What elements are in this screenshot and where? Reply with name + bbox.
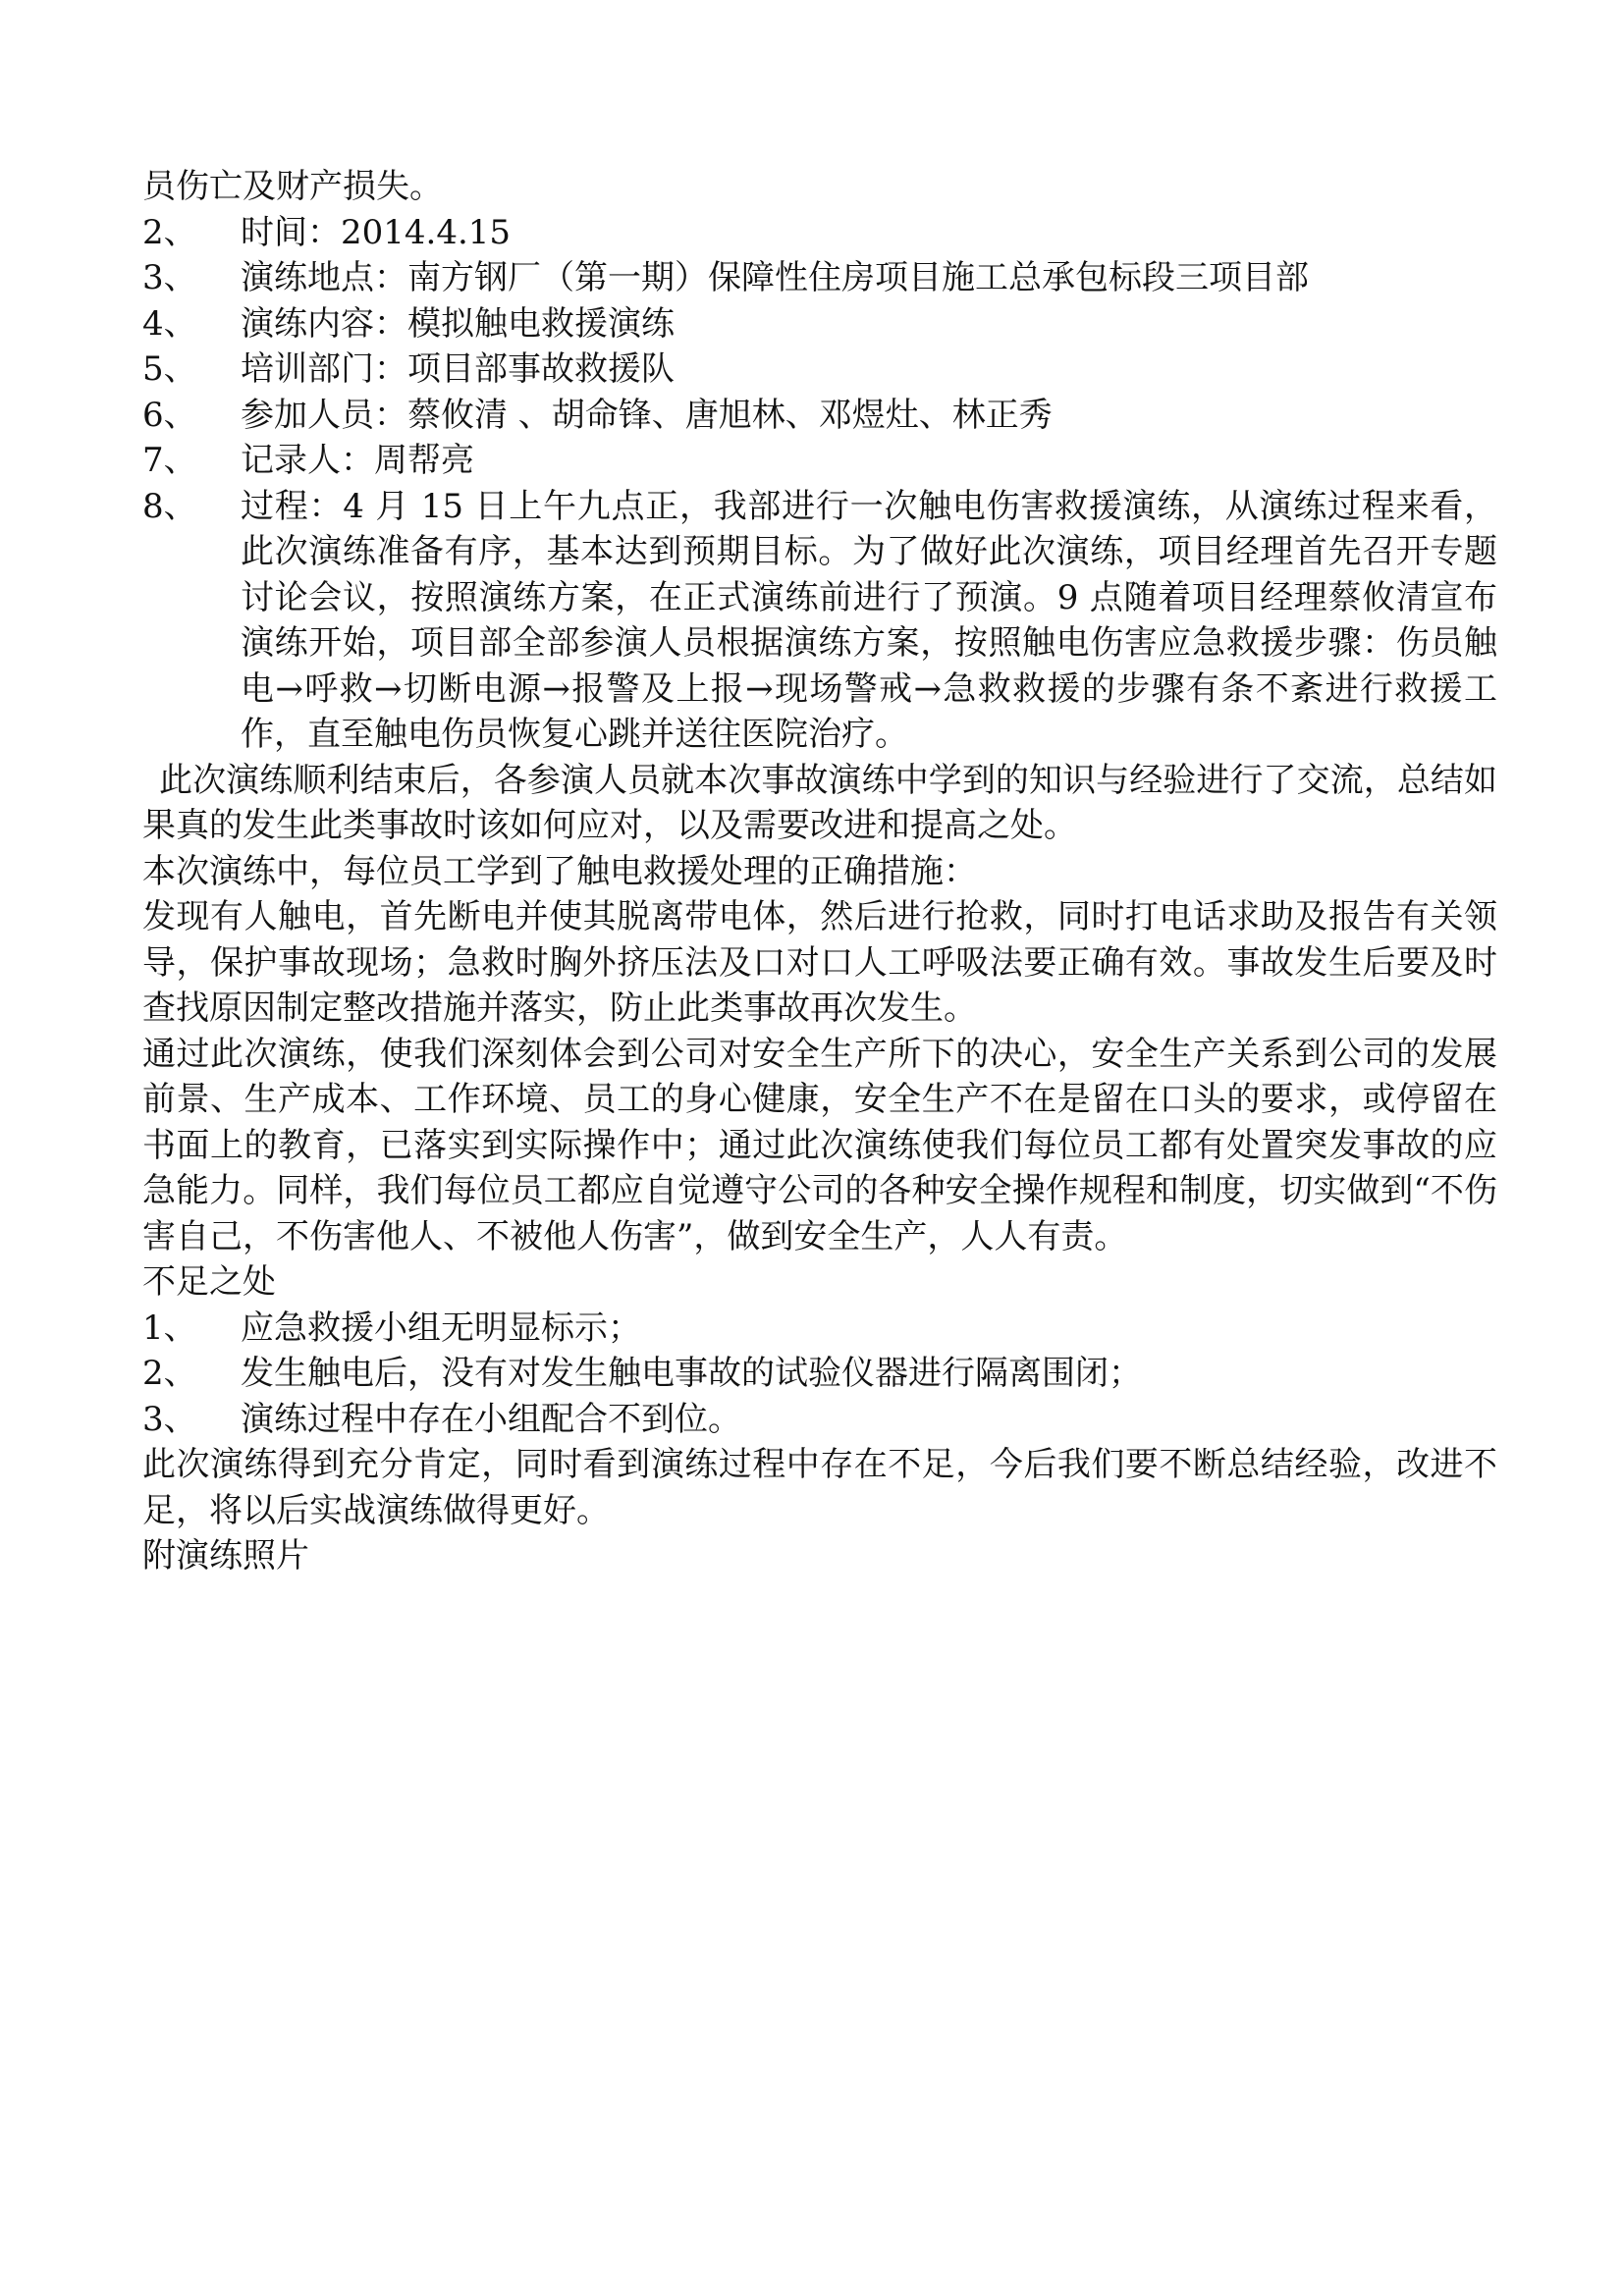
item-text: 记录人：周帮亮 [241, 441, 474, 480]
shortcoming-item [142, 1306, 1497, 1352]
item-number: 3、 [142, 1399, 197, 1439]
item-number: 3、 [142, 258, 197, 297]
summary-paragraph: 此次演练顺利结束后，各参演人员就本次事故演练中学到的知识与经验进行了交流，总结如果真的发生此类事故时该如何应对，以及需要改进和提高之处。 [142, 760, 1497, 845]
item-text: 参加人员：蔡攸清 、胡命锋、唐旭林、邓煜灶、林正秀 [241, 395, 1053, 435]
intro-tail: 员伤亡及财产损失。 [142, 167, 443, 206]
info-item-participants [142, 393, 1497, 439]
item-text: 应急救援小组无明显标示； [241, 1308, 641, 1348]
item-text: 发生触电后，没有对发生触电事故的试验仪器进行隔离围闭； [241, 1354, 1142, 1393]
shortcoming-item [142, 1351, 1497, 1397]
item-text: 培训部门：项目部事故救援队 [241, 349, 675, 389]
info-item-department [142, 347, 1497, 393]
item-number: 2、 [142, 1354, 197, 1393]
item-number: 4、 [142, 303, 197, 344]
info-item-content [142, 301, 1497, 347]
shortcoming-item [142, 1397, 1497, 1443]
item-text: 演练内容：模拟触电救援演练 [241, 303, 675, 344]
item-text: 演练过程中存在小组配合不到位。 [241, 1399, 741, 1439]
document-body [142, 164, 1497, 1579]
reflection-paragraph: 通过此次演练，使我们深刻体会到公司对安全生产所下的决心，安全生产关系到公司的发展前景、生产成本、工作环境、员工的身心健康，安全生产不在是留在口头的要求，或停留在书面上的教育，已落实到实际操作中；通过此次演练使我们每位员工都有处置突发事故的应急能力。同样，我们每位员工都应自觉遵守公司的各种安全操作规程和制度，切实做到“不伤害自己，不伤害他人、不被他人伤害”，做到安全生产，人人有责。 [142, 1034, 1497, 1256]
measures-intro: 本次演练中，每位员工学到了触电救援处理的正确措施： [142, 851, 977, 891]
photos-note: 附演练照片 [142, 1536, 309, 1575]
item-number: 2、 [142, 212, 197, 252]
info-item-process [142, 484, 1497, 758]
info-item-location [142, 255, 1497, 301]
item-number: 8、 [142, 486, 197, 526]
item-text: 时间：2014.4.15 [241, 212, 512, 252]
info-item-time [142, 210, 1497, 256]
info-item-recorder [142, 438, 1497, 484]
item-number: 1、 [142, 1308, 197, 1348]
item-number: 5、 [142, 349, 197, 389]
item-text: 演练地点：南方钢厂（第一期）保障性住房项目施工总承包标段三项目部 [241, 258, 1309, 297]
shortcomings-heading: 不足之处 [142, 1262, 276, 1302]
measures-paragraph: 发现有人触电，首先断电并使其脱离带电体，然后进行抢救，同时打电话求助及报告有关领导，保护事故现场；急救时胸外挤压法及口对口人工呼吸法要正确有效。事故发生后要及时查找原因制定整改措施并落实，防止此类事故再次发生。 [142, 897, 1497, 1028]
process-description: 过程：4 月 15 日上午九点正，我部进行一次触电伤害救援演练，从演练过程来看，此次演练准备有序，基本达到预期目标。为了做好此次演练，项目经理首先召开专题讨论会议，按照演练方案，在正式演练前进行了预演。9 点随着项目经理蔡攸清宣布演练开始，项目部全部参演人员根据演练方案，按照触电伤害应急救援步骤：伤员触电→呼救→切断电源→报警及上报→现场警戒→急救救援的步骤有条不紊进行救援工作，直至触电伤员恢复心跳并送往医院治疗。 [241, 486, 1497, 754]
item-number: 6、 [142, 395, 197, 435]
item-number: 7、 [142, 441, 197, 480]
conclusion-paragraph: 此次演练得到充分肯定，同时看到演练过程中存在不足，今后我们要不断总结经验，改进不足，将以后实战演练做得更好。 [142, 1445, 1497, 1530]
